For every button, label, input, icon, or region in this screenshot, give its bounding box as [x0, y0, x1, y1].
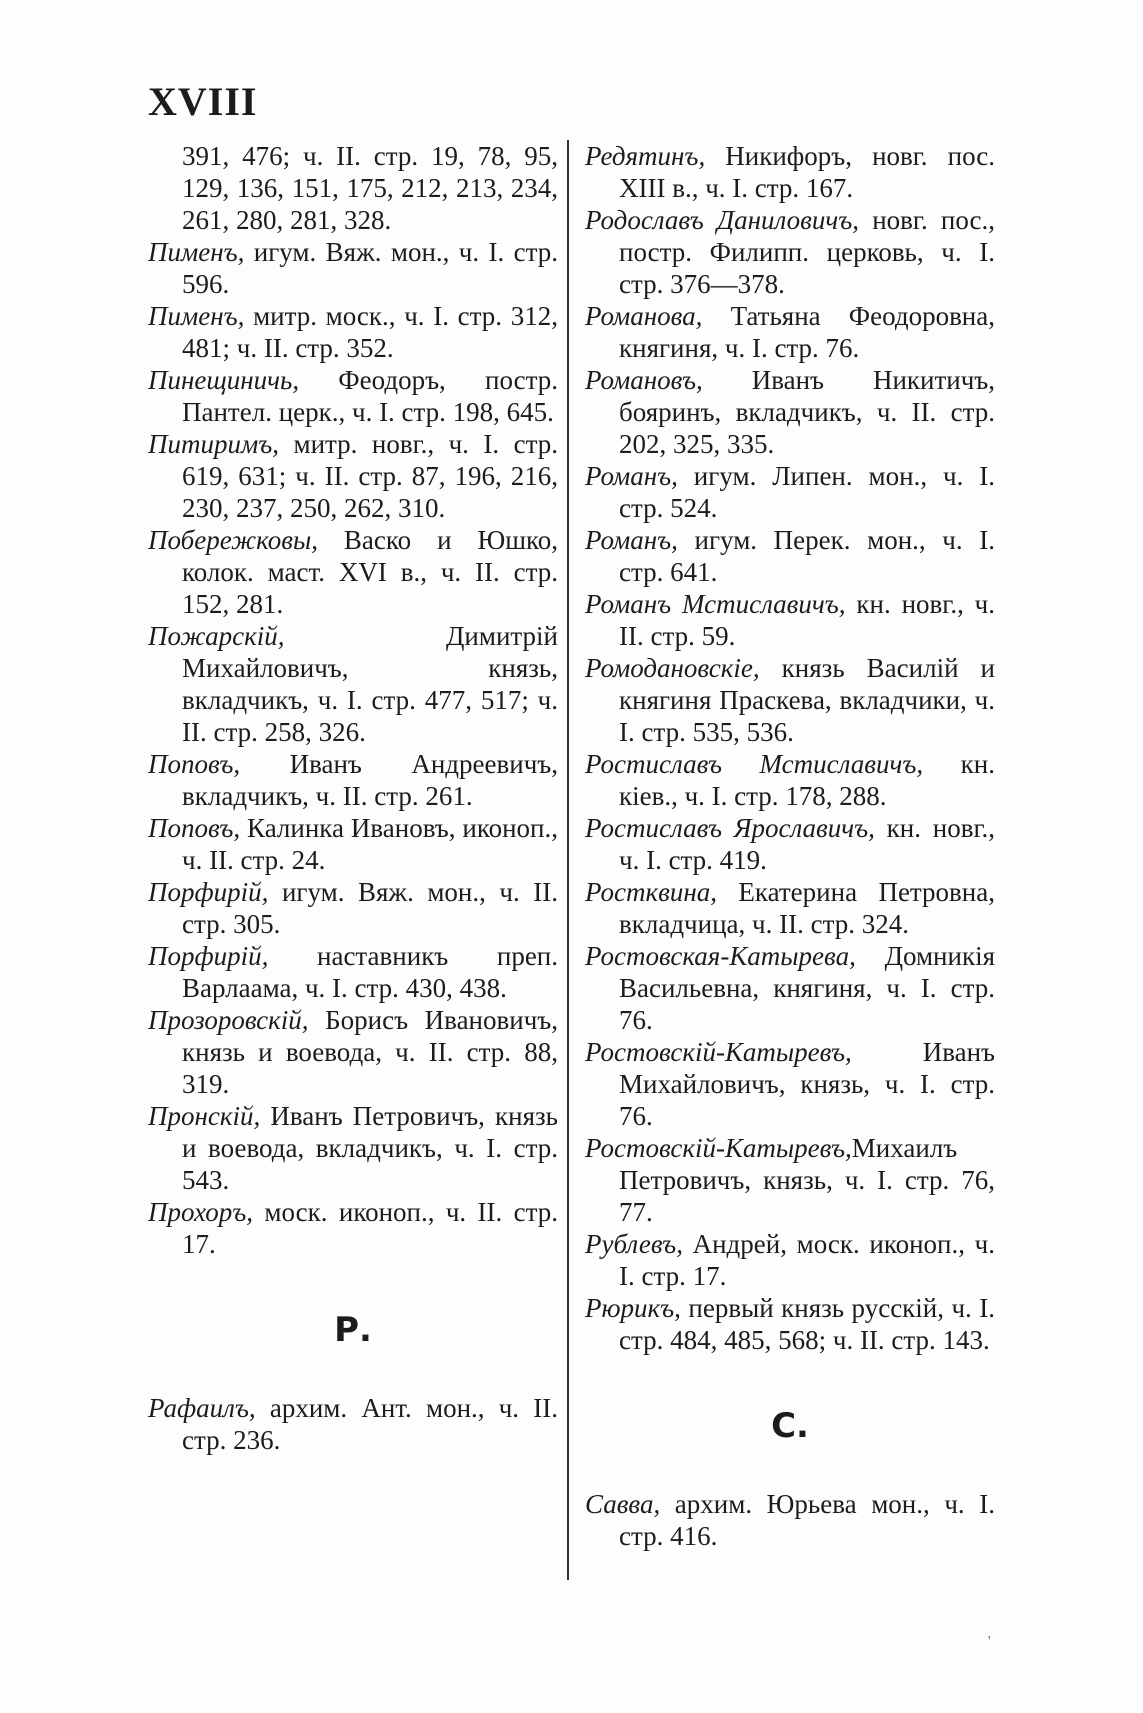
index-entry	[585, 300, 995, 364]
entry-text: игум. Вяж. мон., ч. I. стр. 596.	[182, 237, 558, 299]
entry-name: Рюрикъ,	[585, 1293, 681, 1323]
page-mark: '	[988, 1634, 991, 1649]
index-entry	[585, 364, 995, 460]
entry-text: князь Василій и княгиня Праскева, вкладчики, ч. I. стр. 535, 536.	[619, 653, 995, 747]
index-entry	[148, 524, 558, 620]
entry-text: игум. Перек. мон., ч. I. стр. 641.	[619, 525, 995, 587]
entry-text: Михаилъ Петровичъ, князь, ч. I. стр. 76, 77.	[619, 1133, 995, 1227]
entry-text: Андрей, моск. иконоп., ч. I. стр. 17.	[619, 1229, 995, 1291]
index-entry	[148, 940, 558, 1004]
index-entry	[148, 748, 558, 812]
entry-name: Ростовскій-Катыревъ,	[585, 1133, 852, 1163]
index-entry	[148, 236, 558, 300]
entry-text: игум. Вяж. мон., ч. II. стр. 305.	[182, 877, 558, 939]
entry-name: Ромодановскіе,	[585, 653, 760, 683]
entry-text: первый князь русскій, ч. I. стр. 484, 485, 568; ч. II. стр. 143.	[619, 1293, 995, 1355]
entry-text: Татьяна Феодоровна, княгиня, ч. I. стр. 76.	[619, 301, 995, 363]
index-entry	[585, 1228, 995, 1292]
entry-name: Порфирій,	[148, 941, 269, 971]
entry-name: Рублевъ,	[585, 1229, 683, 1259]
entry-name: Питиримъ,	[148, 429, 279, 459]
entry-text: кн. кіев., ч. I. стр. 178, 288.	[619, 749, 995, 811]
index-entry	[585, 1488, 995, 1552]
index-entry	[148, 1100, 558, 1196]
entry-name: Ростовскій-Катыревъ,	[585, 1037, 852, 1067]
page-number: XVIII	[148, 79, 258, 124]
entry-name: Пожарскій,	[148, 621, 285, 651]
entry-name: Романъ Мстиславичъ,	[585, 589, 846, 619]
index-entry	[585, 588, 995, 652]
entry-name: Поповъ,	[148, 813, 241, 843]
index-entry	[585, 140, 995, 204]
entry-name: Пименъ,	[148, 301, 245, 331]
entry-text: моск. иконоп., ч. II. стр. 17.	[182, 1197, 558, 1259]
entry-name: Порфирій,	[148, 877, 269, 907]
index-entry	[148, 364, 558, 428]
entry-name: Пинещиничь,	[148, 365, 300, 395]
entry-name: Поповъ,	[148, 749, 241, 779]
entry-text: кн. новг., ч. II. стр. 59.	[619, 589, 996, 651]
entry-text: Феодоръ, постр. Пантел. церк., ч. I. стр. 198, 645.	[182, 365, 558, 427]
entry-text: новг. пос., постр. Филипп. церковь, ч. I. стр. 376—378.	[619, 205, 995, 299]
entry-text: Никифоръ, новг. пос. XIII в., ч. I. стр. 167.	[619, 141, 995, 203]
entry-text: архим. Юрьева мон., ч. I. стр. 416.	[619, 1489, 995, 1551]
index-entry	[148, 620, 558, 748]
index-entry	[148, 428, 558, 524]
entry-name: Редятинъ,	[585, 141, 706, 171]
entry-text: Иванъ Никитичъ, бояринъ, вкладчикъ, ч. II. стр. 202, 325, 335.	[619, 365, 995, 459]
entry-name: Рафаилъ,	[148, 1393, 256, 1423]
entry-name: Романова,	[585, 301, 703, 331]
index-entry	[585, 460, 995, 524]
index-entry	[148, 300, 558, 364]
index-entry	[585, 812, 995, 876]
index-entry	[585, 748, 995, 812]
index-entry	[585, 204, 995, 300]
index-entry	[585, 1132, 995, 1228]
entry-name: Пименъ,	[148, 237, 245, 267]
index-entry	[148, 812, 558, 876]
left-column	[148, 140, 558, 1456]
entry-text: Иванъ Петровичъ, князь и воевода, вкладчикъ, ч. I. стр. 543.	[182, 1101, 558, 1195]
entry-name: Родославъ Даниловичъ,	[585, 205, 860, 235]
entry-text: Екатерина Петровна, вкладчица, ч. II. стр. 324.	[619, 877, 995, 939]
entry-text: Калинка Ивановъ, иконоп., ч. II. стр. 24.	[182, 813, 558, 875]
entry-text: 391, 476; ч. II. стр. 19, 78, 95, 129, 136, 151, 175, 212, 213, 234, 261, 280, 281, 328.	[182, 141, 558, 235]
index-entry	[148, 1392, 558, 1456]
entry-name: Прозоровскій,	[148, 1005, 309, 1035]
entry-name: Пронскій,	[148, 1101, 261, 1131]
entry-text: наставникъ преп. Варлаама, ч. I. стр. 430, 438.	[182, 941, 558, 1003]
entry-name: Романъ,	[585, 525, 678, 555]
entry-text: Иванъ Андреевичъ, вкладчикъ, ч. II. стр. 261.	[182, 749, 558, 811]
entry-text: игум. Липен. мон., ч. I. стр. 524.	[619, 461, 995, 523]
entry-text: Домникія Васильевна, княгиня, ч. I. стр. 76.	[619, 941, 995, 1035]
right-column	[585, 140, 995, 1552]
index-entry	[148, 876, 558, 940]
entry-text: митр. моск., ч. I. стр. 312, 481; ч. II. стр. 352.	[182, 301, 558, 363]
index-entry	[585, 940, 995, 1036]
section-letter-heading: Р.	[334, 1310, 372, 1350]
entry-text: Борисъ Ивановичъ, князь и воевода, ч. II. стр. 88, 319.	[182, 1005, 558, 1099]
section-letter-heading: С.	[771, 1406, 809, 1446]
index-entry	[148, 1196, 558, 1260]
index-entry	[585, 652, 995, 748]
entry-name: Савва,	[585, 1489, 661, 1519]
entry-text: архим. Ант. мон., ч. II. стр. 236.	[182, 1393, 558, 1455]
entry-name: Романовъ,	[585, 365, 703, 395]
index-entry	[585, 876, 995, 940]
entry-name: Ростиславъ Мстиславичъ,	[585, 749, 924, 779]
entry-name: Романъ,	[585, 461, 678, 491]
index-entry	[148, 140, 558, 236]
index-entry	[585, 1036, 995, 1132]
entry-name: Побережковы,	[148, 525, 318, 555]
entry-name: Прохоръ,	[148, 1197, 254, 1227]
index-entry	[585, 524, 995, 588]
entry-name: Ростиславъ Ярославичъ,	[585, 813, 875, 843]
entry-text: Димитрій Михайловичъ, князь, вкладчикъ, ч. I. стр. 477, 517; ч. II. стр. 258, 326.	[182, 621, 558, 747]
entry-text: Иванъ Михайловичъ, князь, ч. I. стр. 76.	[619, 1037, 995, 1131]
entry-name: Ростовская-Катырева,	[585, 941, 856, 971]
entry-text: кн. новг., ч. I. стр. 419.	[619, 813, 995, 875]
index-entry	[585, 1292, 995, 1356]
entry-name: Ростквина,	[585, 877, 717, 907]
column-divider	[567, 140, 569, 1580]
index-entry	[148, 1004, 558, 1100]
entry-text: митр. новг., ч. I. стр. 619, 631; ч. II. стр. 87, 196, 216, 230, 237, 250, 262, 310.	[182, 429, 558, 523]
entry-text: Васко и Юшко, колок. маст. XVI в., ч. II. стр. 152, 281.	[182, 525, 558, 619]
